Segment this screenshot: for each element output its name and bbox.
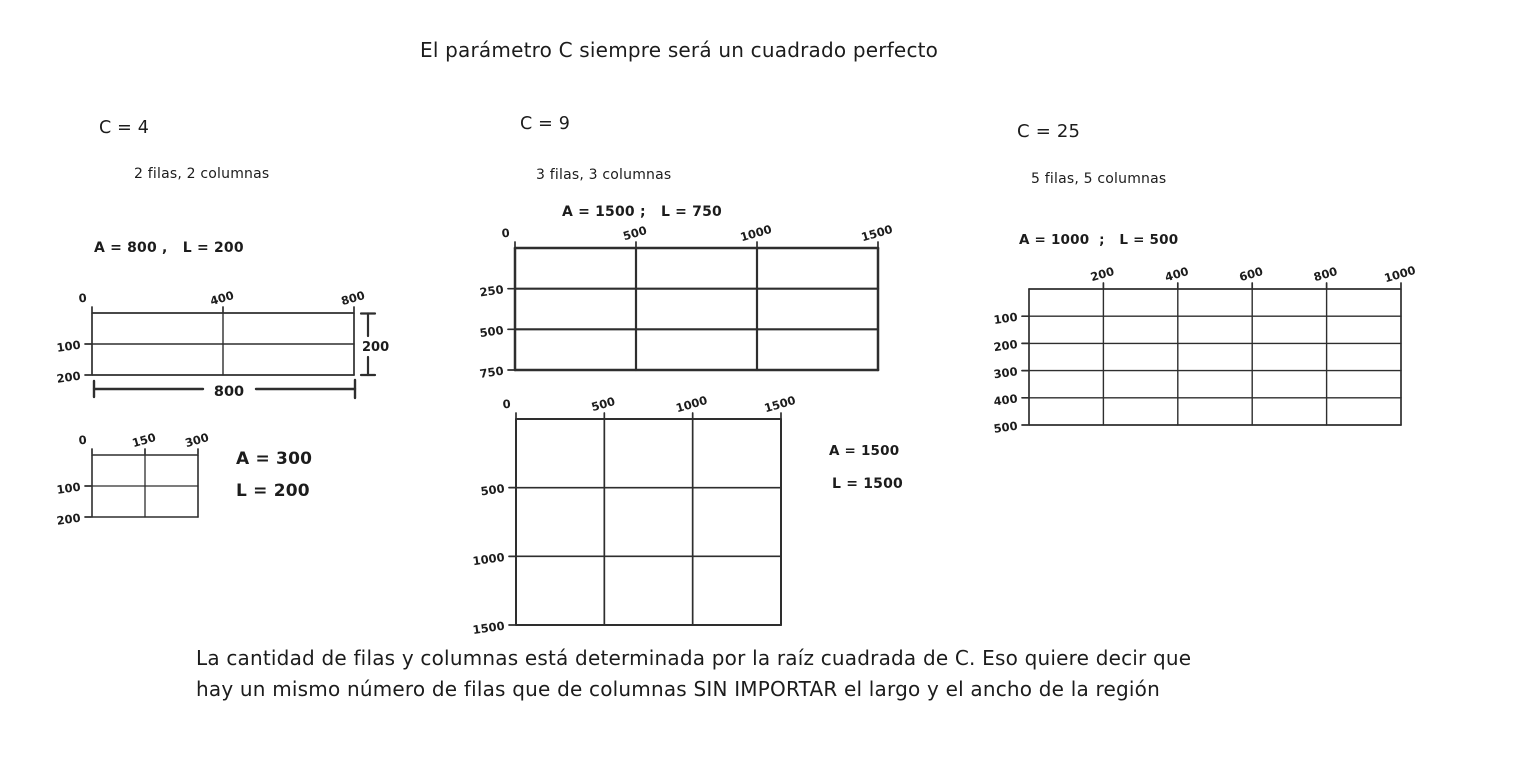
grid-c4-large	[56, 288, 367, 386]
x-tick-label: 800	[1312, 264, 1339, 285]
page-title: El parámetro C siempre será un cuadrado perfecto	[420, 38, 939, 62]
x-tick-label: 400	[208, 288, 236, 309]
x-tick-label: 1500	[859, 222, 895, 245]
y-tick-label: 200	[55, 510, 82, 528]
x-tick-label: 600	[1237, 264, 1265, 285]
x-tick-label: 0	[502, 396, 512, 412]
grid-c9-square	[472, 393, 797, 637]
footer-note-line2: hay un mismo número de filas que de columnas SIN IMPORTAR el largo y el ancho de la región	[196, 677, 1160, 701]
grid-c4-small	[56, 430, 211, 528]
y-tick-label: 100	[55, 337, 82, 355]
c9-square-largo-label: L = 1500	[832, 476, 903, 492]
c4-rows-cols-label: 2 filas, 2 columnas	[134, 166, 270, 182]
c4-heading: C = 4	[99, 118, 150, 138]
x-tick-label: 400	[1163, 264, 1191, 285]
x-tick-label: 200	[1088, 264, 1116, 285]
c4-params-label: A = 800 , L = 200	[94, 240, 244, 256]
c25-params-label: A = 1000 ; L = 500	[1019, 232, 1179, 248]
grid-c9-wide	[479, 222, 895, 381]
c9-params-label: A = 1500 ; L = 750	[562, 204, 722, 220]
grid-c25	[993, 263, 1418, 436]
x-tick-label: 500	[621, 223, 649, 244]
y-tick-label: 100	[992, 309, 1019, 328]
y-tick-label: 1000	[471, 549, 506, 569]
y-tick-label: 1500	[471, 618, 506, 637]
dim-bottom-label: 800	[213, 384, 245, 400]
y-tick-label: 400	[992, 391, 1019, 409]
c4-dimension-brackets	[94, 314, 389, 401]
x-tick-label: 500	[589, 394, 617, 415]
c25-heading: C = 25	[1017, 121, 1081, 142]
y-tick-label: 500	[479, 481, 506, 499]
y-tick-label: 100	[55, 479, 82, 497]
y-tick-label: 500	[478, 322, 505, 341]
dim-right-label: 200	[362, 340, 390, 355]
c4-small-ancho-label: A = 300	[236, 449, 313, 469]
x-tick-label: 0	[78, 432, 88, 448]
x-tick-label: 0	[78, 290, 88, 306]
y-tick-label: 250	[478, 282, 505, 300]
x-tick-label: 1000	[738, 222, 774, 245]
x-tick-label: 1000	[1382, 263, 1418, 286]
y-tick-label: 200	[55, 368, 82, 386]
x-tick-label: 150	[130, 430, 158, 451]
x-tick-label: 800	[339, 288, 367, 309]
c9-rows-cols-label: 3 filas, 3 columnas	[536, 167, 672, 183]
y-tick-label: 500	[992, 418, 1019, 436]
footer-note-line1: La cantidad de filas y columnas está determinada por la raíz cuadrada de C. Eso quiere decir que	[196, 646, 1192, 670]
x-tick-label: 0	[501, 225, 511, 241]
y-tick-label: 200	[992, 337, 1019, 355]
c25-rows-cols-label: 5 filas, 5 columnas	[1031, 171, 1167, 187]
x-tick-label: 1000	[674, 393, 709, 416]
y-tick-label: 300	[992, 364, 1019, 382]
x-tick-label: 300	[183, 430, 211, 451]
x-tick-label: 1500	[762, 393, 798, 416]
y-tick-label: 750	[478, 363, 505, 381]
c4-small-largo-label: L = 200	[236, 481, 310, 501]
c9-heading: C = 9	[520, 114, 571, 134]
c9-square-ancho-label: A = 1500	[829, 443, 900, 459]
